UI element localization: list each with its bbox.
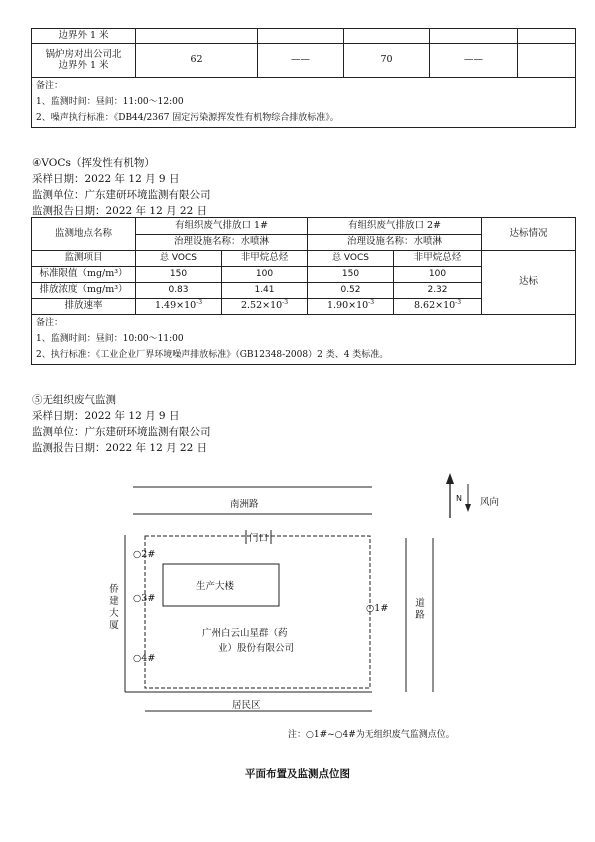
- limit-cell: 150: [136, 267, 222, 283]
- north-label: N: [456, 494, 462, 503]
- concentration-cell: 1.41: [222, 283, 308, 299]
- monitoring-point-1: ○1#: [366, 603, 389, 614]
- vocs-unit: 监测单位：广东建研环境监测有限公司: [32, 189, 211, 201]
- building-label: 生产大楼: [196, 581, 235, 592]
- monitoring-point-4: ○4#: [133, 653, 156, 664]
- vocs-report-date: 监测报告日期：2022 年 12 月 22 日: [32, 205, 208, 217]
- monitoring-point-3: ○3#: [133, 593, 156, 604]
- vocs-sampling-date: 采样日期：2022 年 12 月 9 日: [32, 173, 180, 185]
- concentration-cell: 0.83: [136, 283, 222, 299]
- treatment-1: 治理设施名称：水喷淋: [136, 235, 308, 251]
- company-label-line1: 广州白云山星群（药: [202, 628, 288, 639]
- concentration-cell: 2.32: [394, 283, 482, 299]
- gate-label: 门口: [249, 533, 269, 544]
- vocs-heading: ④VOCs（挥发性有机物）: [32, 157, 155, 169]
- factory-boundary: [145, 536, 370, 688]
- item-cell: 非甲烷总烃: [394, 251, 482, 267]
- item-cell: 非甲烷总烃: [222, 251, 308, 267]
- outlet-2-header: 有组织废气排放口 2#: [308, 218, 482, 235]
- location-cell: 边界外 1 米: [32, 29, 136, 44]
- item-cell: 总 VOCS: [308, 251, 394, 267]
- notes-row: 备注： 1、监测时间：昼间：11:00～12:00 2、噪声执行标准：《DB44/2367 固定污染源挥发性有机物综合排放标准》。: [32, 78, 576, 128]
- value-cell: 70: [344, 44, 430, 78]
- rate-cell: $1.49\times 10^{-3}$: [136, 299, 222, 315]
- compliance-cell: 达标: [482, 251, 576, 315]
- value-cell: ——: [258, 44, 344, 78]
- west-block-label: 侨建大厦: [109, 584, 119, 631]
- wind-arrow-icon: [465, 504, 471, 512]
- limit-label: 标准限值（mg/m³）: [32, 267, 136, 283]
- location-header: 监测地点名称: [32, 218, 136, 251]
- company-label-line2: 业）股份有限公司: [218, 643, 295, 654]
- compliance-header: 达标情况: [482, 218, 576, 251]
- south-area-label: 居民区: [232, 700, 261, 711]
- fugitive-heading: ⑤无组织废气监测: [32, 394, 116, 406]
- rate-cell: $8.62\times 10^{-3}$: [394, 299, 482, 315]
- value-cell: ——: [430, 44, 518, 78]
- rate-cell: $2.52\times 10^{-3}$: [222, 299, 308, 315]
- item-cell: 总 VOCS: [136, 251, 222, 267]
- monitoring-point-2: ○2#: [133, 549, 156, 560]
- fugitive-sampling-date: 采样日期：2022 年 12 月 9 日: [32, 410, 180, 422]
- treatment-2: 治理设施名称：水喷淋: [308, 235, 482, 251]
- notes-row: 备注： 1、监测时间：昼间：10:00～11:00 2、执行标准：《工业企业厂界环境噪声排放标准》（GB12348-2008）2 类、4 类标准。: [32, 315, 576, 365]
- location-cell: 锅炉房对出公司北 边界外 1 米: [32, 44, 136, 78]
- item-header: 监测项目: [32, 251, 136, 267]
- rate-label: 排放速率: [32, 299, 136, 315]
- fugitive-unit: 监测单位：广东建研环境监测有限公司: [32, 426, 211, 438]
- concentration-label: 排放浓度（mg/m³）: [32, 283, 136, 299]
- wind-label: 风向: [480, 497, 500, 508]
- outlet-1-header: 有组织废气排放口 1#: [136, 218, 308, 235]
- value-cell: 62: [136, 44, 258, 78]
- concentration-cell: 0.52: [308, 283, 394, 299]
- north-arrow-icon: [446, 473, 454, 484]
- rate-cell: $1.90\times 10^{-3}$: [308, 299, 394, 315]
- map-note: 注：○1#~○4#为无组织废气监测点位。: [288, 730, 455, 740]
- limit-cell: 100: [394, 267, 482, 283]
- limit-cell: 150: [308, 267, 394, 283]
- east-road-label: 道路: [415, 598, 425, 621]
- road-north-label: 南洲路: [230, 499, 259, 510]
- limit-cell: 100: [222, 267, 308, 283]
- fugitive-report-date: 监测报告日期：2022 年 12 月 22 日: [32, 442, 208, 454]
- map-caption: 平面布置及监测点位图: [245, 768, 350, 780]
